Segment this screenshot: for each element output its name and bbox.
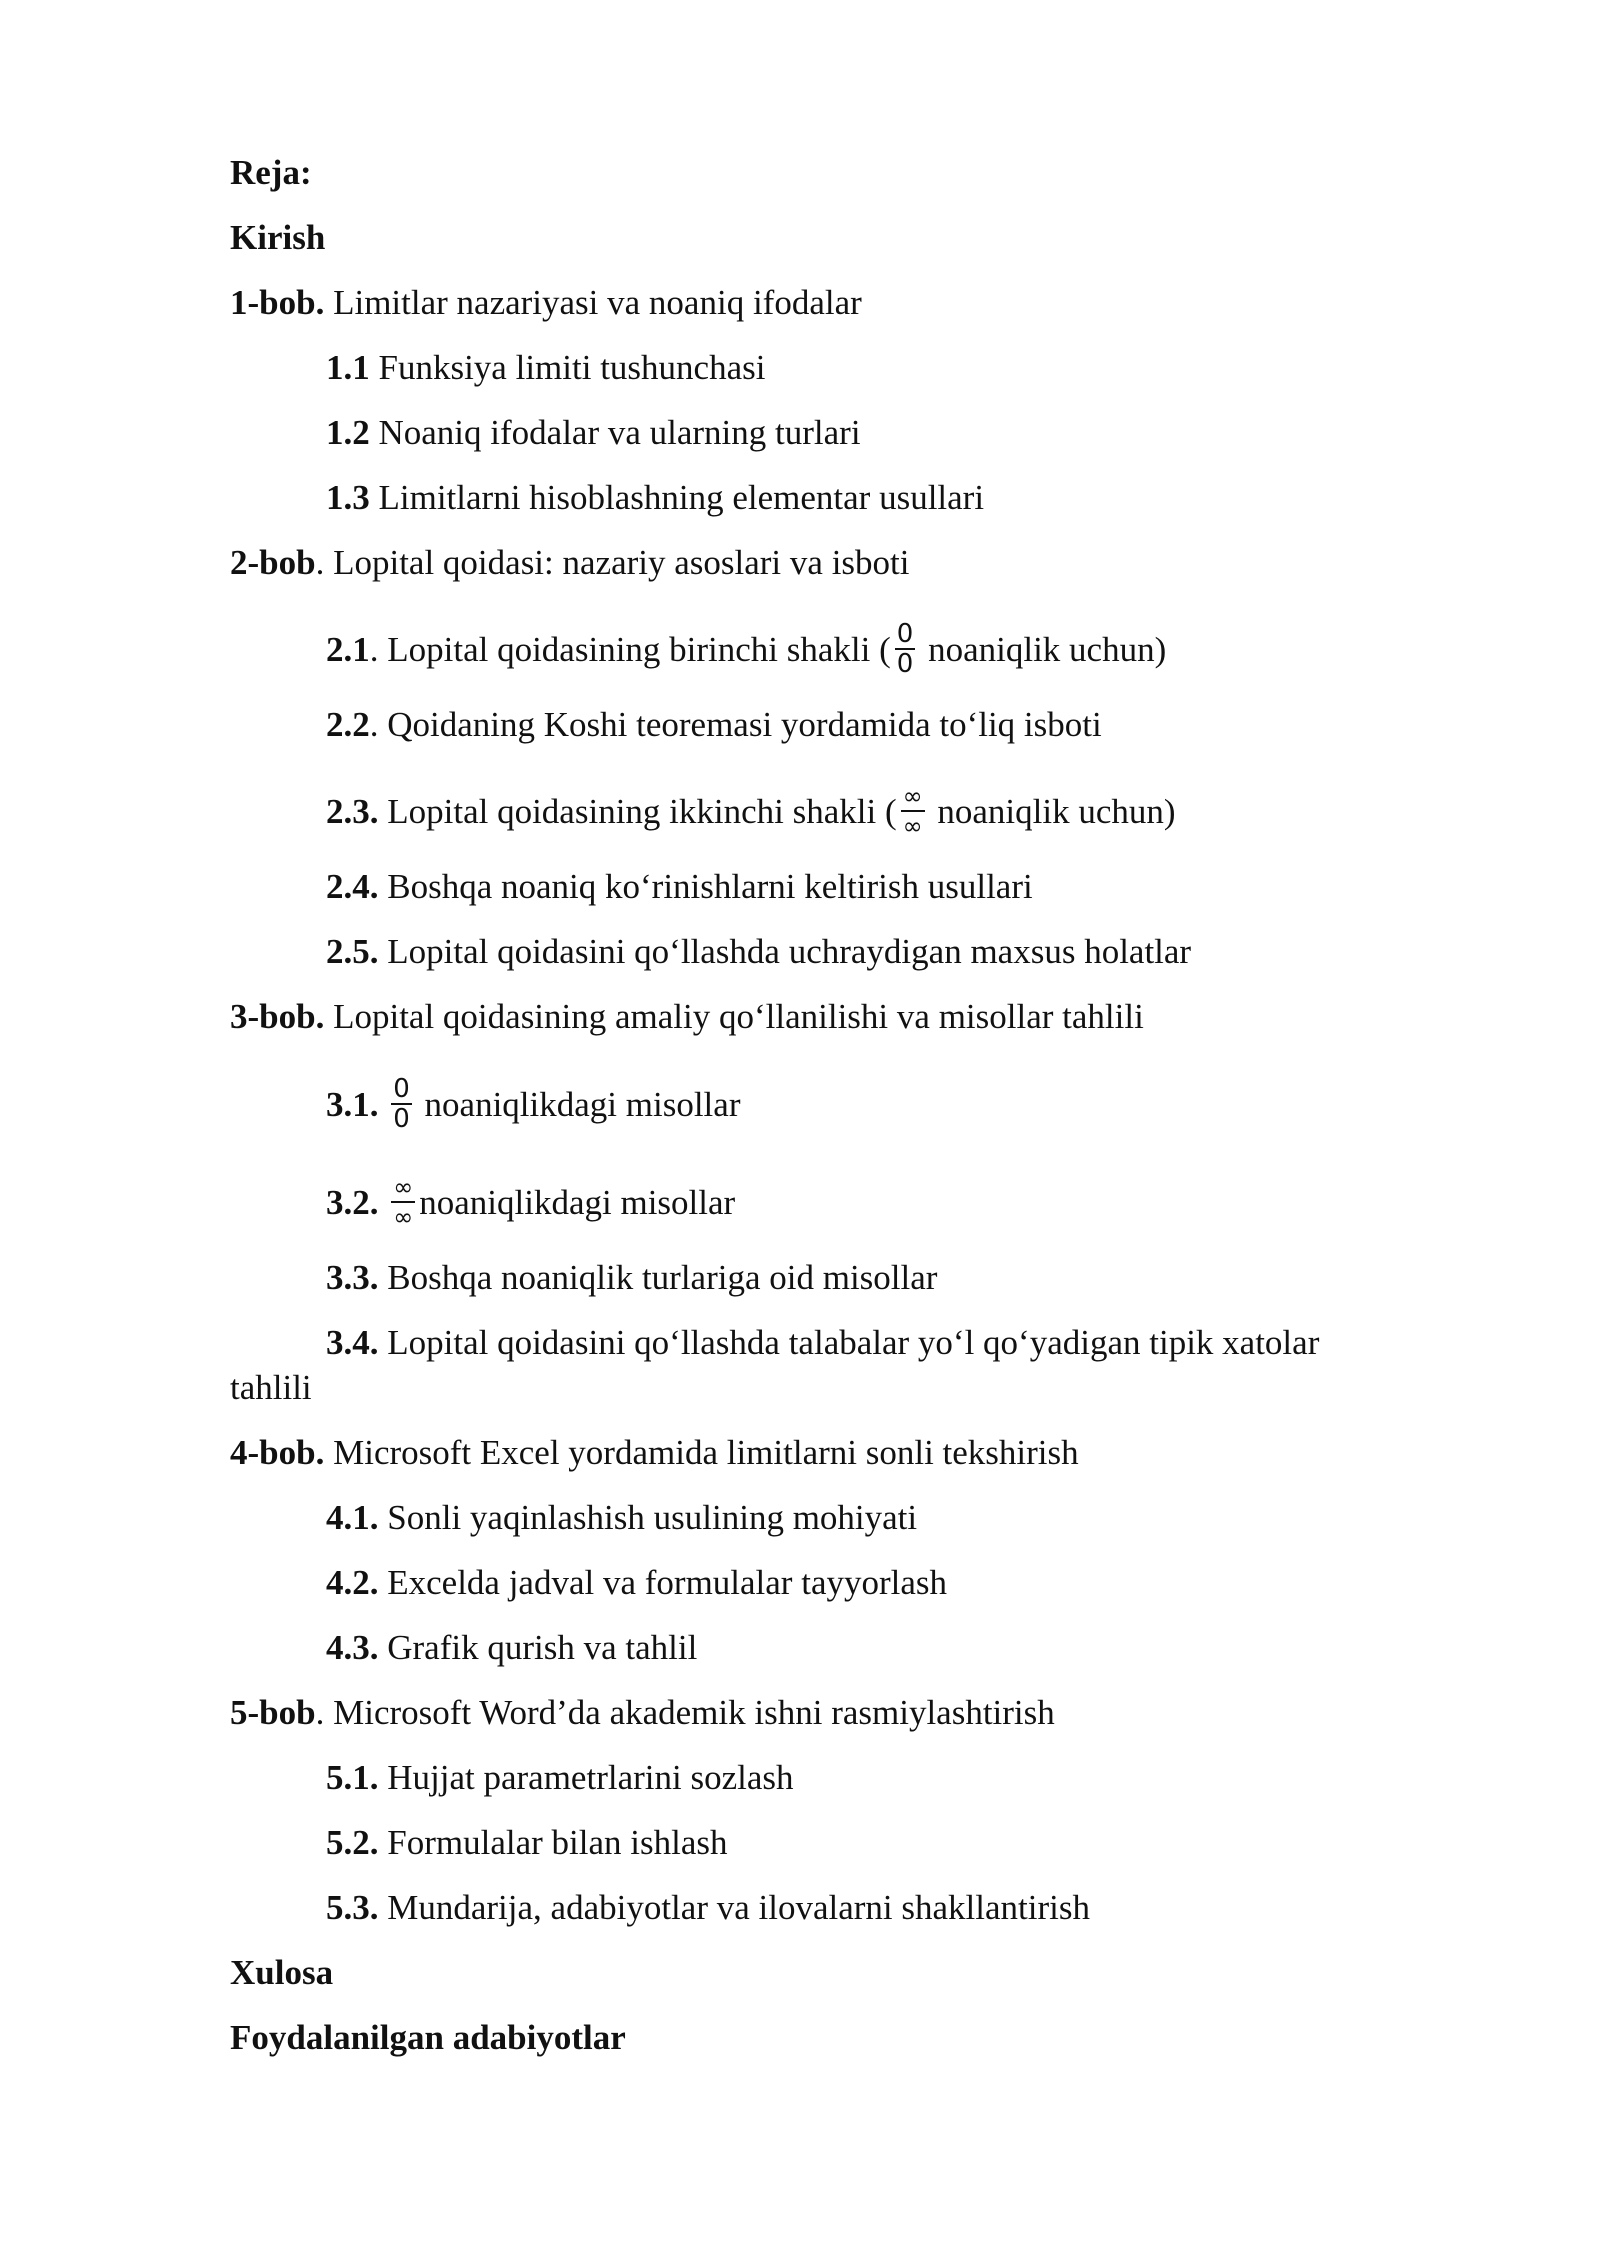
toc-section-2-2 xyxy=(326,705,1102,745)
chapter-title: Microsoft Excel yordamida limitlarni sonli tekshirish xyxy=(324,1433,1079,1472)
section-number: 2.5. xyxy=(326,932,379,971)
zero-over-zero-fraction xyxy=(391,1075,412,1133)
section-number: 2.3. xyxy=(326,792,379,832)
chapter-title: . Microsoft Word’da akademik ishni rasmiylashtirish xyxy=(315,1693,1055,1732)
chapter-number: 4-bob. xyxy=(230,1433,325,1472)
toc-section-5-1 xyxy=(326,1758,794,1798)
toc-section-3-3 xyxy=(326,1258,937,1298)
plan-title: Reja: xyxy=(230,153,312,192)
section-number: 1.3 xyxy=(326,478,370,517)
fraction-denominator: 0 xyxy=(393,1104,410,1134)
section-number: 2.2 xyxy=(326,705,370,744)
section-title-suffix: noaniqlik uchun) xyxy=(919,630,1167,670)
section-number: 3.2. xyxy=(326,1183,379,1223)
section-title: Limitlarni hisoblashning elementar usullari xyxy=(369,478,985,517)
section-title: . Qoidaning Koshi teoremasi yordamida to‘liq isboti xyxy=(369,705,1102,744)
section-number: 5.2. xyxy=(326,1823,379,1862)
chapter-number: 3-bob. xyxy=(230,997,325,1036)
toc-section-5-3 xyxy=(326,1888,1090,1928)
toc-section-4-3 xyxy=(326,1628,697,1668)
fraction-numerator: 0 xyxy=(896,619,914,649)
chapter-title: Lopital qoidasining amaliy qo‘llanilishi va misollar tahlili xyxy=(324,997,1144,1036)
section-number: 3.4. xyxy=(326,1323,379,1362)
chapter-title: . Lopital qoidasi: nazariy asoslari va isboti xyxy=(315,543,910,582)
toc-chapter-3 xyxy=(230,997,1144,1037)
toc-chapter-2 xyxy=(230,543,909,583)
section-number: 5.3. xyxy=(326,1888,379,1927)
toc-section-2-4 xyxy=(326,867,1033,907)
toc-references: Foydalanilgan adabiyotlar xyxy=(230,2018,626,2057)
section-title-prefix: Lopital qoidasining ikkinchi shakli ( xyxy=(378,792,897,832)
toc-section-2-3 xyxy=(326,782,1176,844)
section-number: 1.2 xyxy=(326,413,370,452)
chapter-number: 5-bob xyxy=(230,1693,316,1732)
fraction-denominator: ∞ xyxy=(902,812,923,840)
toc-conclusion: Xulosa xyxy=(230,1953,334,1992)
chapter-number: 2-bob xyxy=(230,543,316,582)
section-title: Sonli yaqinlashish usulining mohiyati xyxy=(378,1498,918,1537)
chapter-title: Limitlar nazariyasi va noaniq ifodalar xyxy=(324,283,862,322)
section-title: Formulalar bilan ishlash xyxy=(378,1823,728,1862)
fraction-numerator: 0 xyxy=(393,1074,410,1104)
section-number: 2.1 xyxy=(326,630,370,670)
section-title: Hujjat parametrlarini sozlash xyxy=(378,1758,794,1797)
section-title-suffix: noaniqlikdagi misollar xyxy=(419,1183,736,1223)
section-title: Lopital qoidasini qo‘llashda talabalar yo‘l qo‘yadigan tipik xatolar xyxy=(378,1323,1320,1362)
section-title: Boshqa noaniq ko‘rinishlarni keltirish usullari xyxy=(378,867,1033,906)
section-number: 2.4. xyxy=(326,867,379,906)
section-title: Noaniq ifodalar va ularning turlari xyxy=(369,413,861,452)
section-number: 3.3. xyxy=(326,1258,379,1297)
section-number: 5.1. xyxy=(326,1758,379,1797)
toc-intro: Kirish xyxy=(230,218,326,257)
section-number: 4.3. xyxy=(326,1628,379,1667)
toc-section-2-5 xyxy=(326,932,1191,972)
infinity-over-infinity-fraction xyxy=(391,1173,415,1231)
section-number: 4.1. xyxy=(326,1498,379,1537)
fraction-denominator: ∞ xyxy=(393,1203,414,1231)
zero-over-zero-fraction xyxy=(895,620,916,678)
toc-chapter-4 xyxy=(230,1433,1079,1473)
section-title: Excelda jadval va formulalar tayyorlash xyxy=(378,1563,948,1602)
toc-section-1-2 xyxy=(326,413,861,453)
section-title-suffix: noaniqlik uchun) xyxy=(928,792,1176,832)
toc-section-4-2 xyxy=(326,1563,947,1603)
section-number: 3.1. xyxy=(326,1085,379,1125)
toc-section-1-3 xyxy=(326,478,984,518)
section-number: 1.1 xyxy=(326,348,370,387)
toc-chapter-1 xyxy=(230,283,862,323)
toc-section-3-4 xyxy=(326,1323,1319,1363)
toc-section-1-1 xyxy=(326,348,765,388)
section-title: Mundarija, adabiyotlar va ilovalarni shakllantirish xyxy=(378,1888,1090,1927)
toc-section-3-1 xyxy=(326,1074,741,1137)
section-number: 4.2. xyxy=(326,1563,379,1602)
toc-section-3-2 xyxy=(326,1173,736,1235)
section-title: Grafik qurish va tahlil xyxy=(378,1628,698,1667)
section-title: Lopital qoidasini qo‘llashda uchraydigan maxsus holatlar xyxy=(378,932,1192,971)
toc-section-3-4-continuation: tahlili xyxy=(230,1368,312,1407)
fraction-numerator: ∞ xyxy=(902,782,923,810)
toc-section-5-2 xyxy=(326,1823,727,1863)
section-title-suffix: noaniqlikdagi misollar xyxy=(415,1085,741,1125)
section-title: Boshqa noaniqlik turlariga oid misollar xyxy=(378,1258,938,1297)
fraction-denominator: 0 xyxy=(896,649,914,679)
toc-section-2-1 xyxy=(326,619,1167,682)
toc-chapter-5 xyxy=(230,1693,1055,1733)
infinity-over-infinity-fraction xyxy=(901,782,925,840)
section-title-prefix: . Lopital qoidasining birinchi shakli ( xyxy=(369,630,891,670)
chapter-number: 1-bob. xyxy=(230,283,325,322)
toc-section-4-1 xyxy=(326,1498,917,1538)
fraction-numerator: ∞ xyxy=(393,1173,414,1201)
section-title: Funksiya limiti tushunchasi xyxy=(369,348,766,387)
